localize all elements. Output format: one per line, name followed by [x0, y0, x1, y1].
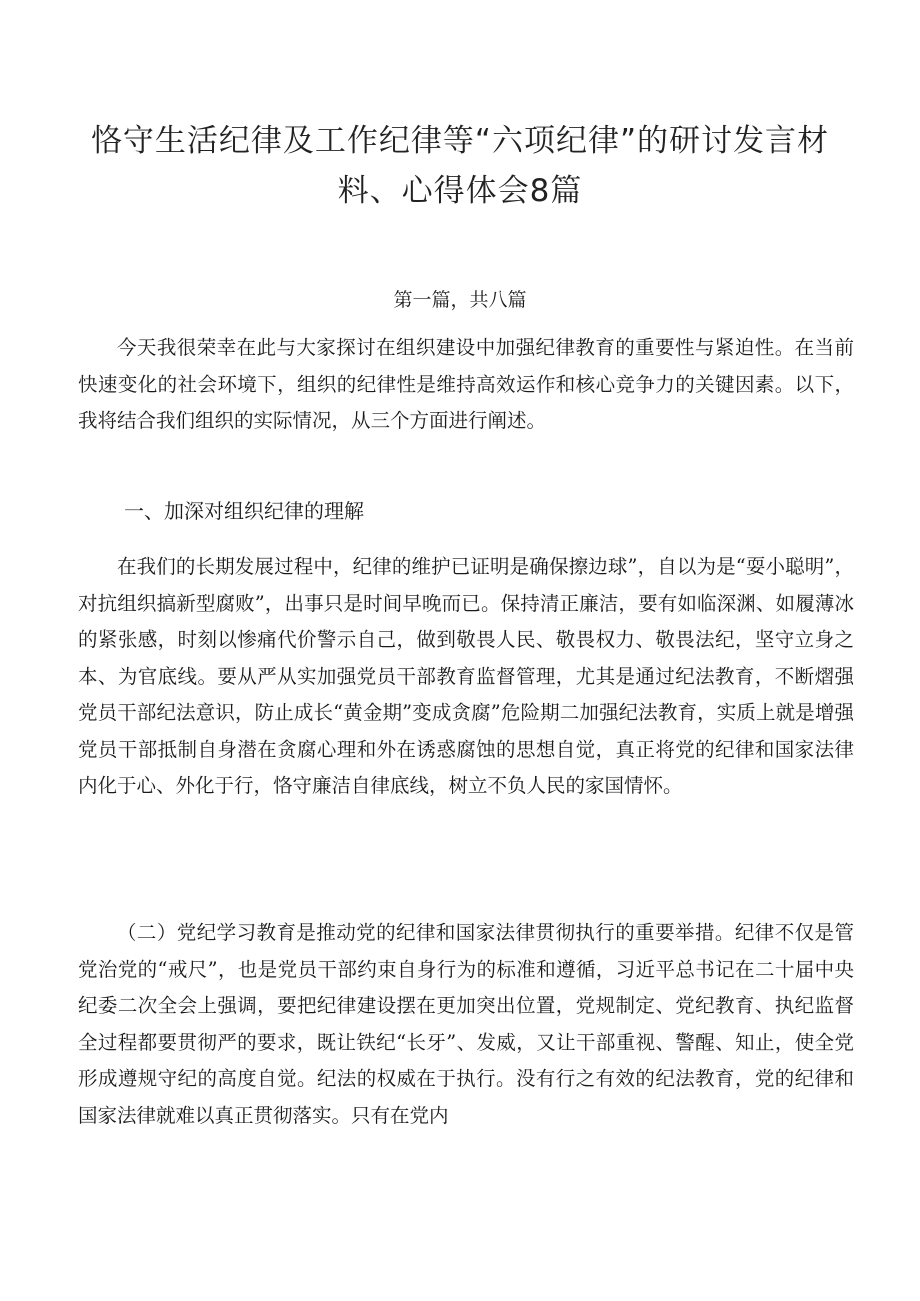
section-heading: 一、加深对组织纪律的理解	[124, 499, 364, 523]
paragraph-intro: 今天我很荣幸在此与大家探讨在组织建设中加强纪律教育的重要性与紧迫性。在当前快速变化的社会环境下，组织的纪律性是维持高效运作和核心竞争力的关键因素。以下，我将结合我们组织的实际情况，从三个方面进行阐述。	[78, 336, 854, 432]
paragraph-section-1: 在我们的长期发展过程中，纪律的维护已证明是确保擦边球”，自以为是“耍小聪明”，对抗组织搞新型腐败”，出事只是时间早晚而已。保持清正廉洁，要有如临深渊、如履薄冰的紧张感，时刻以惨痛代价警示自己，做到敬畏人民、敬畏权力、敬畏法纪，坚守立身之本、为官底线。要从严从实加强党员干部教育监督管理，尤其是通过纪法教育，不断熠强党员干部纪法意识，防止成长“黄金期”变成贪腐”危险期二加强纪法教育，实质上就是增强党员干部抵制自身潜在贪腐心理和外在诱惑腐蚀的思想自觉，真正将党的纪律和国家法律内化于心、外化于行，恪守廉洁自律底线，树立不负人民的家国情怀。	[78, 555, 854, 797]
paragraph-section-2: （二）党纪学习教育是推动党的纪律和国家法律贯彻执行的重要举措。纪律不仅是管党治党的“戒尺”，也是党员干部约束自身行为的标准和遵循，习近平总书记在二十届中央纪委二次全会上强调，要把纪律建设摆在更加突出位置，党规制定、党纪教育、执纪监督全过程都要贯彻严的要求，既让铁纪“长牙”、发威，又让干部重视、警醒、知止，使全党形成遵规守纪的高度自觉。纪法的权威在于执行。没有行之有效的纪法教育，党的纪律和国家法律就难以真正贯彻落实。只有在党内	[78, 921, 854, 1127]
document-title: 恪守生活纪律及工作纪律等“六项纪律”的研讨发言材料、心得体会8篇	[90, 123, 830, 209]
document-subtitle: 第一篇，共八篇	[393, 289, 527, 311]
